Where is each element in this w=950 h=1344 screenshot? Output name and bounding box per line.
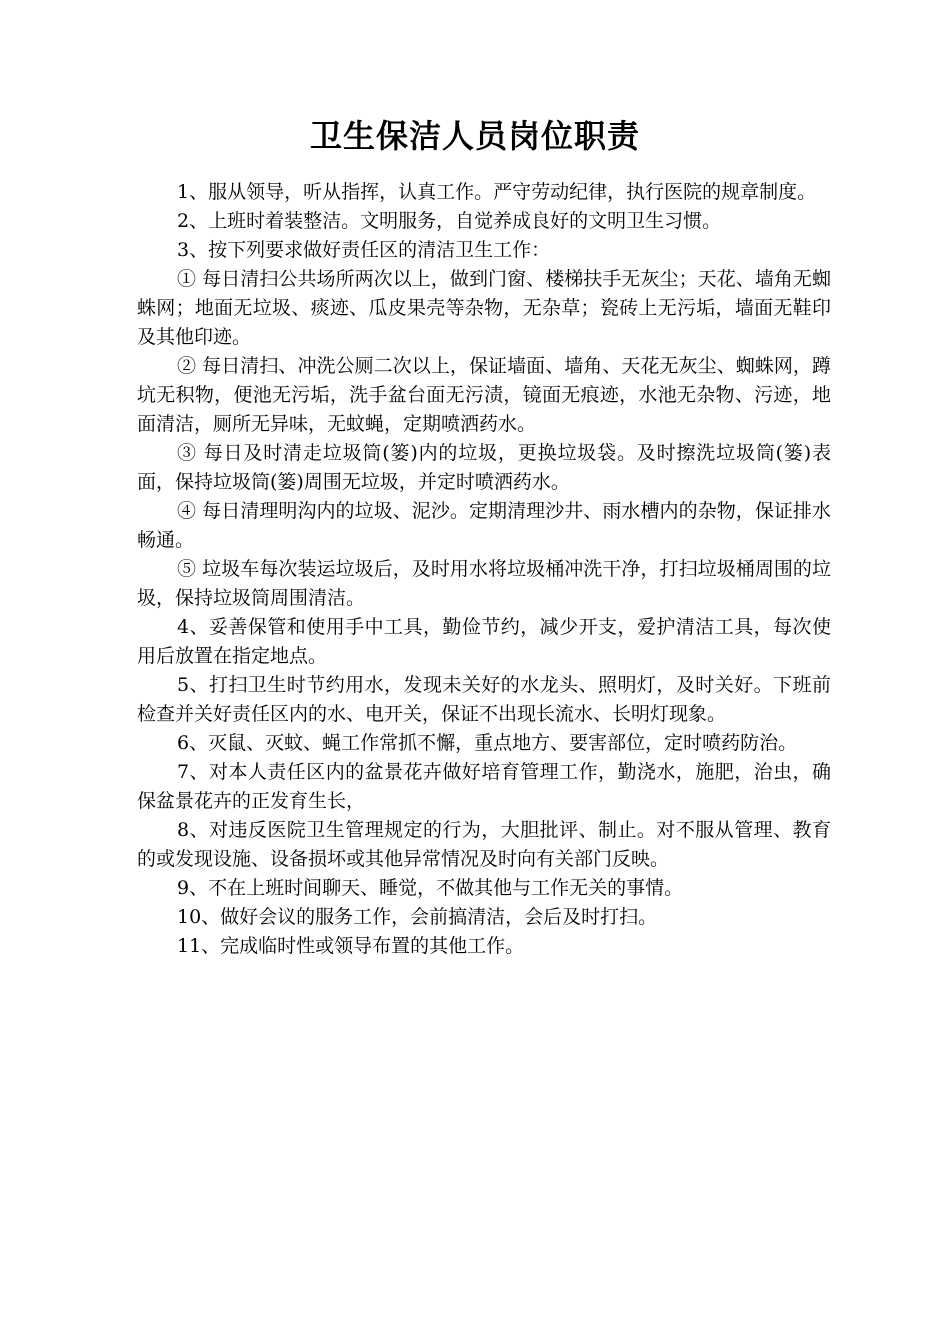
paragraph-10: 10、做好会议的服务工作，会前搞清洁，会后及时打扫。 [177, 906, 658, 928]
paragraph-3-item-4: ④ 每日清理明沟内的垃圾、泥沙。定期清理沙井、雨水槽内的杂物，保证排水畅通。 [137, 500, 831, 551]
paragraph-6: 6、灭鼠、灭蚊、蝇工作常抓不懈，重点地方、要害部位，定时喷药防治。 [177, 732, 798, 754]
paragraph-11: 11、完成临时性或领导布置的其他工作。 [177, 935, 525, 957]
paragraph-3-item-5: ⑤ 垃圾车每次装运垃圾后，及时用水将垃圾桶冲洗干净，打扫垃圾桶周围的垃圾，保持垃圾筒周围清洁。 [137, 558, 831, 609]
paragraph-3-item-3: ③ 每日及时清走垃圾筒(篓)内的垃圾，更换垃圾袋。及时擦洗垃圾筒(篓)表面，保持垃圾筒(篓)周围无垃圾，并定时喷洒药水。 [137, 442, 831, 493]
paragraph-3: 3、按下列要求做好责任区的清洁卫生工作： [177, 239, 551, 261]
paragraph-3-item-1: ① 每日清扫公共场所两次以上，做到门窗、楼梯扶手无灰尘；天花、墙角无蜘蛛网；地面无垃圾、痰迹、瓜皮果壳等杂物，无杂草；瓷砖上无污垢，墙面无鞋印及其他印迹。 [137, 268, 831, 348]
paragraph-7: 7、对本人责任区内的盆景花卉做好培育管理工作，勤浇水，施肥，治虫，确保盆景花卉的正发育生长， [137, 761, 831, 812]
paragraph-9: 9、不在上班时间聊天、睡觉，不做其他与工作无关的事情。 [177, 877, 684, 899]
paragraph-1: 1、服从领导，听从指挥，认真工作。严守劳动纪律，执行医院的规章制度。 [177, 181, 817, 203]
paragraph-8: 8、对违反医院卫生管理规定的行为，大胆批评、制止。对不服从管理、教育的或发现设施、设备损坏或其他异常情况及时向有关部门反映。 [137, 819, 831, 870]
paragraph-4: 4、妥善保管和使用手中工具，勤俭节约，减少开支，爱护清洁工具，每次使用后放置在指定地点。 [137, 616, 831, 667]
document-body [137, 178, 831, 961]
paragraph-3-item-2: ② 每日清扫、冲洗公厕二次以上，保证墙面、墙角、天花无灰尘、蜘蛛网，蹲坑无积物，便池无污垢，洗手盆台面无污渍，镜面无痕迹，水池无杂物、污迹，地面清洁，厕所无异味，无蚊蝇，定期喷洒药水。 [137, 355, 831, 435]
paragraph-2: 2、上班时着装整洁。文明服务，自觉养成良好的文明卫生习惯。 [177, 210, 722, 232]
document-title: 卫生保洁人员岗位职责 [309, 117, 640, 155]
paragraph-5: 5、打扫卫生时节约用水，发现未关好的水龙头、照明灯，及时关好。下班前检查并关好责任区内的水、电开关，保证不出现长流水、长明灯现象。 [137, 674, 831, 725]
